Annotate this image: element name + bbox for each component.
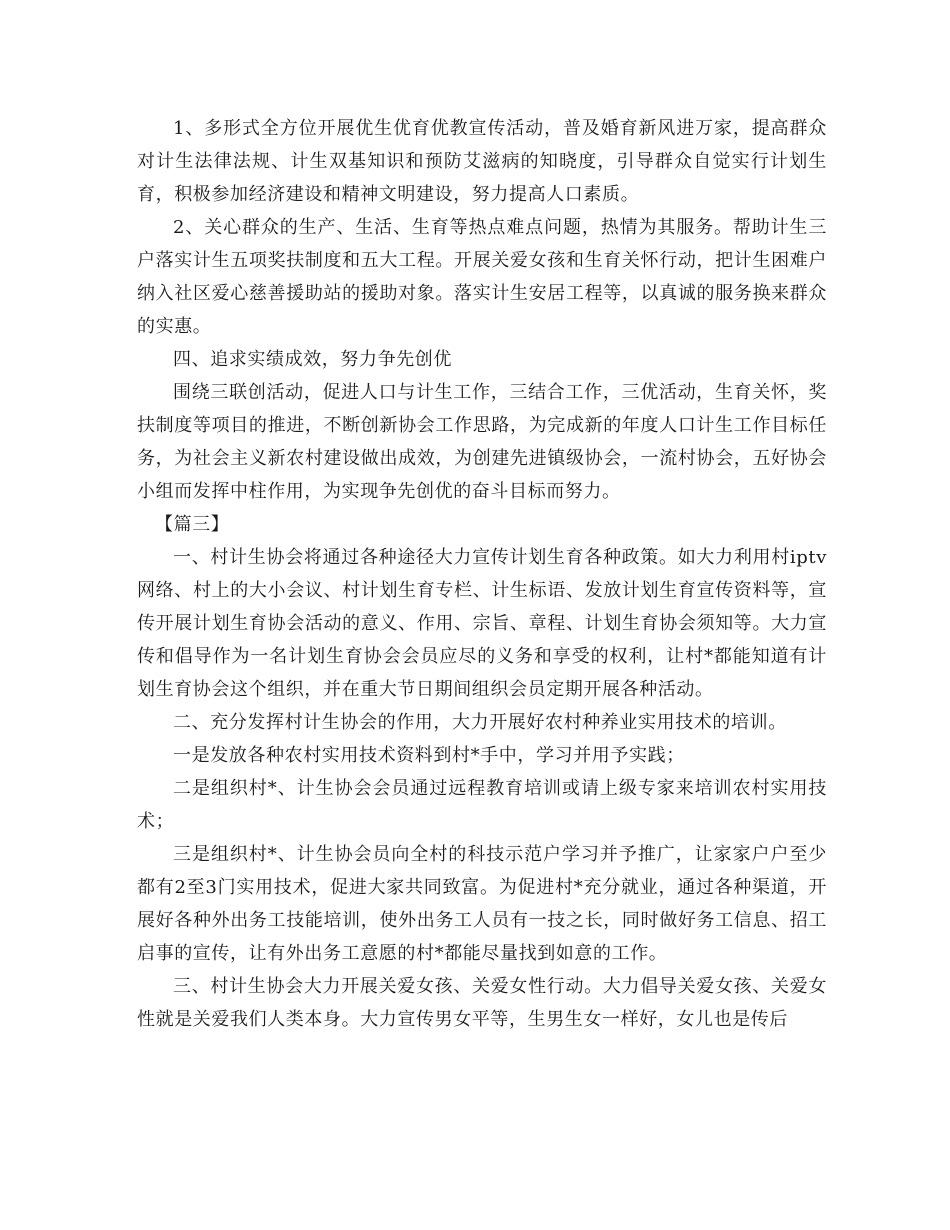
paragraph-sub-2: 二是组织村*、计生协会会员通过远程教育培训或请上级专家来培训农村实用技术； — [137, 778, 827, 832]
paragraph-sub-3: 三是组织村*、计生协会员向全村的科技示范户学习并予推广，让家家户户至少都有2至3门实用技术，促进大家共同致富。为促进村*充分就业，通过各种渠道，开展好各种外出务工技能培训，使外出务工人员有一技之长，同时做好务工信息、招工启事的宣传，让有外出务工意愿的村*都能尽量找到如意的工作。 — [137, 844, 827, 964]
paragraph-item-2: 2、关心群众的生产、生活、生育等热点难点问题，热情为其服务。帮助计生三户落实计生五项奖扶制度和五大工程。开展关爱女孩和生育关怀行动，把计生困难户纳入社区爱心慈善援助站的援助对象。落实计生安居工程等，以真诚的服务换来群众的实惠。 — [137, 217, 827, 337]
chapter-title: 【篇三】 — [155, 514, 230, 535]
document-body — [137, 112, 827, 1036]
section-heading: 四、追求实绩成效，努力争先创优 — [173, 349, 452, 370]
paragraph-item-1: 1、多形式全方位开展优生优育优教宣传活动，普及婚育新风进万家，提高群众对计生法律法规、计生双基知识和预防艾滋病的知晓度，引导群众自觉实行计划生育，积极参加经济建设和精神文明建设，努力提高人口素质。 — [137, 118, 827, 205]
paragraph-section-four: 围绕三联创活动，促进人口与计生工作，三结合工作，三优活动，生育关怀，奖扶制度等项目的推进，不断创新协会工作思路，为完成新的年度人口计生工作目标任务，为社会主义新农村建设做出成效，为创建先进镇级协会，一流村协会，五好协会小组而发挥中柱作用，为实现争先创优的奋斗目标而努力。 — [137, 382, 827, 502]
paragraph-point-3: 三、村计生协会大力开展关爱女孩、关爱女性行动。大力倡导关爱女孩、关爱女性就是关爱我们人类本身。大力宣传男女平等，生男生女一样好，女儿也是传后 — [137, 976, 827, 1030]
paragraph-point-2: 二、充分发挥村计生协会的作用，大力开展好农村种养业实用技术的培训。 — [173, 712, 787, 733]
paragraph-point-1: 一、村计生协会将通过各种途径大力宣传计划生育各种政策。如大力利用村iptv网络、村上的大小会议、村计划生育专栏、计生标语、发放计划生育宣传资料等，宣传开展计划生育协会活动的意义、作用、宗旨、章程、计划生育协会须知等。大力宣传和倡导作为一名计划生育协会会员应尽的义务和享受的权利，让村*都能知道有计划生育协会这个组织，并在重大节日期间组织会员定期开展各种活动。 — [137, 547, 827, 700]
paragraph-sub-1: 一是发放各种农村实用技术资料到村*手中，学习并用予实践； — [173, 745, 685, 766]
